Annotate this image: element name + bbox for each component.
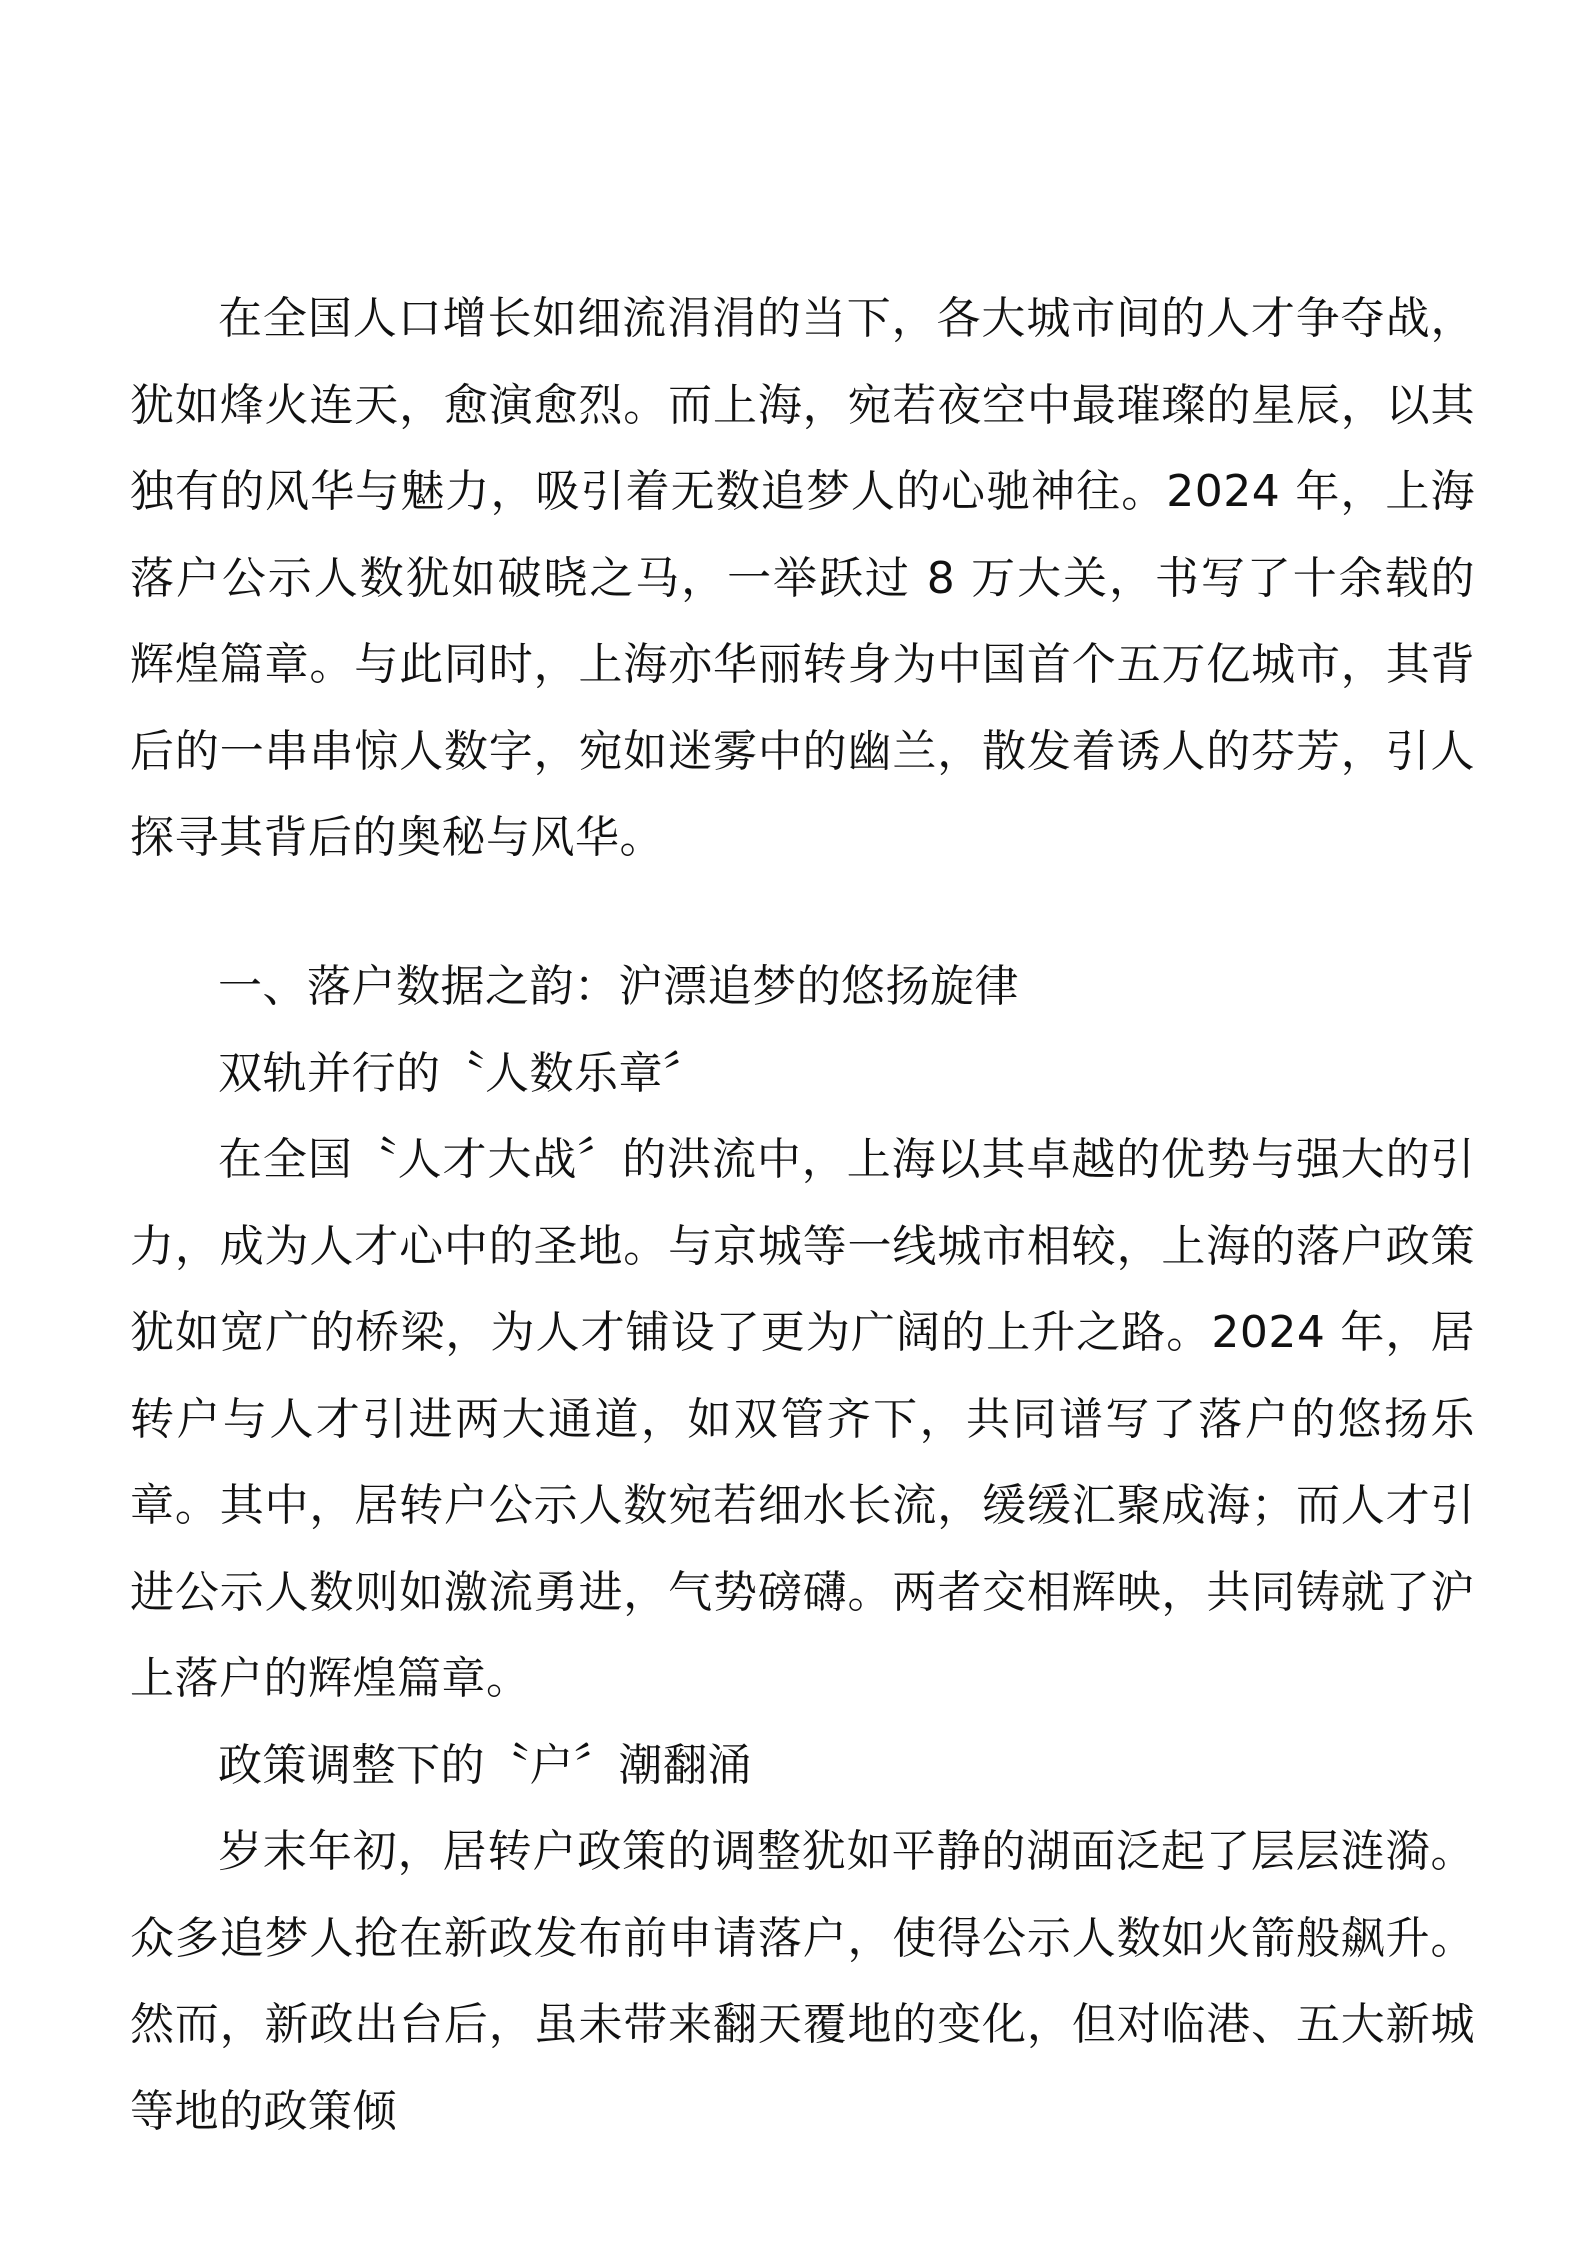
- section-1-heading: 一、落户数据之韵：沪漂追梦的悠扬旋律: [218, 961, 1019, 1012]
- subsection-1-heading: 双轨并行的〝人数乐章〞: [218, 1047, 708, 1099]
- subsection-1-paragraph: 在全国〝人才大战〞的洪流中，上海以其卓越的优势与强大的引力，成为人才心中的圣地。与京城等一线城市相较，上海的落户政策犹如宽广的桥梁，为人才铺设了更为广阔的上升之路。2024 年，居转户与人才引进两大通道，如双管齐下，共同谱写了落户的悠扬乐章。其中，居转户公示人数宛若细水长流，缓缓汇聚成海；而人才引进公示人数则如激流勇进，气势磅礴。两者交相辉映，共同铸就了沪上落户的辉煌篇章。: [130, 1134, 1475, 1704]
- intro-block: [130, 276, 1475, 882]
- subsection-2-heading: 政策调整下的〝户〞潮翻涌: [218, 1739, 752, 1791]
- section-1: [130, 944, 1475, 2155]
- subsection-2-paragraph: 岁末年初，居转户政策的调整犹如平静的湖面泛起了层层涟漪。众多追梦人抢在新政发布前申请落户，使得公示人数如火箭般飙升。然而，新政出台后，虽未带来翻天覆地的变化，但对临港、五大新城等地的政策倾: [130, 1826, 1475, 2137]
- intro-paragraph: 在全国人口增长如细流涓涓的当下，各大城市间的人才争夺战，犹如烽火连天，愈演愈烈。而上海，宛若夜空中最璀璨的星辰，以其独有的风华与魅力，吸引着无数追梦人的心驰神往。2024 年，上海落户公示人数犹如破晓之马，一举跃过 8 万大关，书写了十余载的辉煌篇章。与此同时，上海亦华丽转身为中国首个五万亿城市，其背后的一串串惊人数字，宛如迷雾中的幽兰，散发着诱人的芬芳，引人探寻其背后的奥秘与风华。: [130, 293, 1475, 863]
